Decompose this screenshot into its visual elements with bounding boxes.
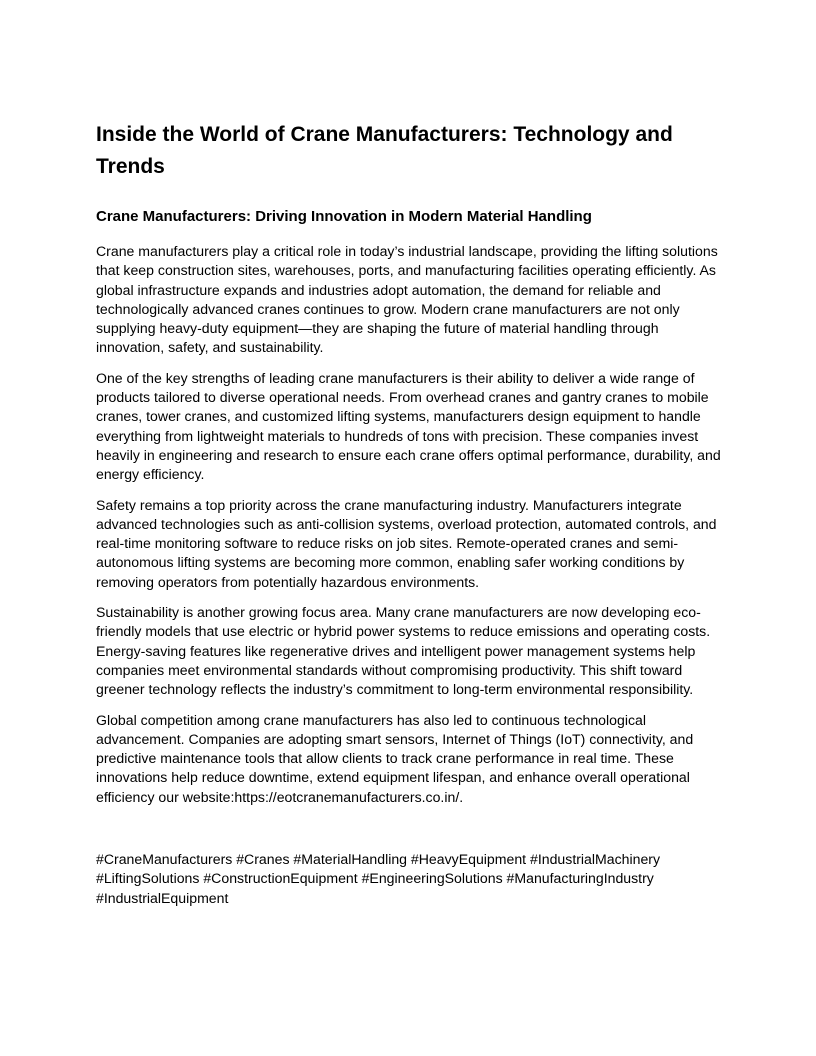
paragraph-3: Safety remains a top priority across the crane manufacturing industry. Manufacturers integrate advanced technologies such as anti-collision systems, overload protection, automated controls, and real-time monitoring software to reduce risks on job sites. Remote-operated cranes and semi-autonomous lifting systems are becoming more common, enabling safer working conditions by removing operators from potentially hazardous environments. <box>96 496 717 590</box>
hashtags: #CraneManufacturers #Cranes #MaterialHandling #HeavyEquipment #IndustrialMachinery #LiftingSolutions #ConstructionEquipment #EngineeringSolutions #ManufacturingIndustry #IndustrialEquipment <box>96 851 661 906</box>
paragraph-1: Crane manufacturers play a critical role in today’s industrial landscape, providing the lifting solutions that keep construction sites, warehouses, ports, and manufacturing facilities operating efficiently. As global infrastructure expands and industries adopt automation, the demand for reliable and technologically advanced cranes continues to grow. Modern crane manufacturers are not only supplying heavy-duty equipment—they are shaping the future of material handling through innovation, safety, and sustainability. <box>96 243 718 356</box>
paragraph-5: Global competition among crane manufacturers has also led to continuous technological advancement. Companies are adopting smart sensors, Internet of Things (IoT) connectivity, and predictive maintenance tools that allow clients to track crane performance in real time. These innovations help reduce downtime, extend equipment lifespan, and enhance overall operational efficiency our website:https://eotcranemanufacturers.co.in/. <box>96 711 694 805</box>
paragraph-4: Sustainability is another growing focus area. Many crane manufacturers are now developing eco-friendly models that use electric or hybrid power systems to reduce emissions and operating costs. Energy-saving features like regenerative drives and intelligent power management systems help companies meet environmental standards without compromising productivity. This shift toward greener technology reflects the industry’s commitment to long-term environmental responsibility. <box>96 604 711 698</box>
document-page <box>96 119 722 908</box>
section-heading: Crane Manufacturers: Driving Innovation in Modern Material Handling <box>96 208 592 225</box>
document-title: Inside the World of Crane Manufacturers: Technology and Trends <box>96 123 673 178</box>
paragraph-2: One of the key strengths of leading crane manufacturers is their ability to deliver a wide range of products tailored to diverse operational needs. From overhead cranes and gantry cranes to mobile cranes, tower cranes, and customized lifting systems, manufacturers design equipment to handle everything from lightweight materials to hundreds of tons with precision. These companies invest heavily in engineering and research to ensure each crane offers optimal performance, durability, and energy efficiency. <box>96 369 721 483</box>
